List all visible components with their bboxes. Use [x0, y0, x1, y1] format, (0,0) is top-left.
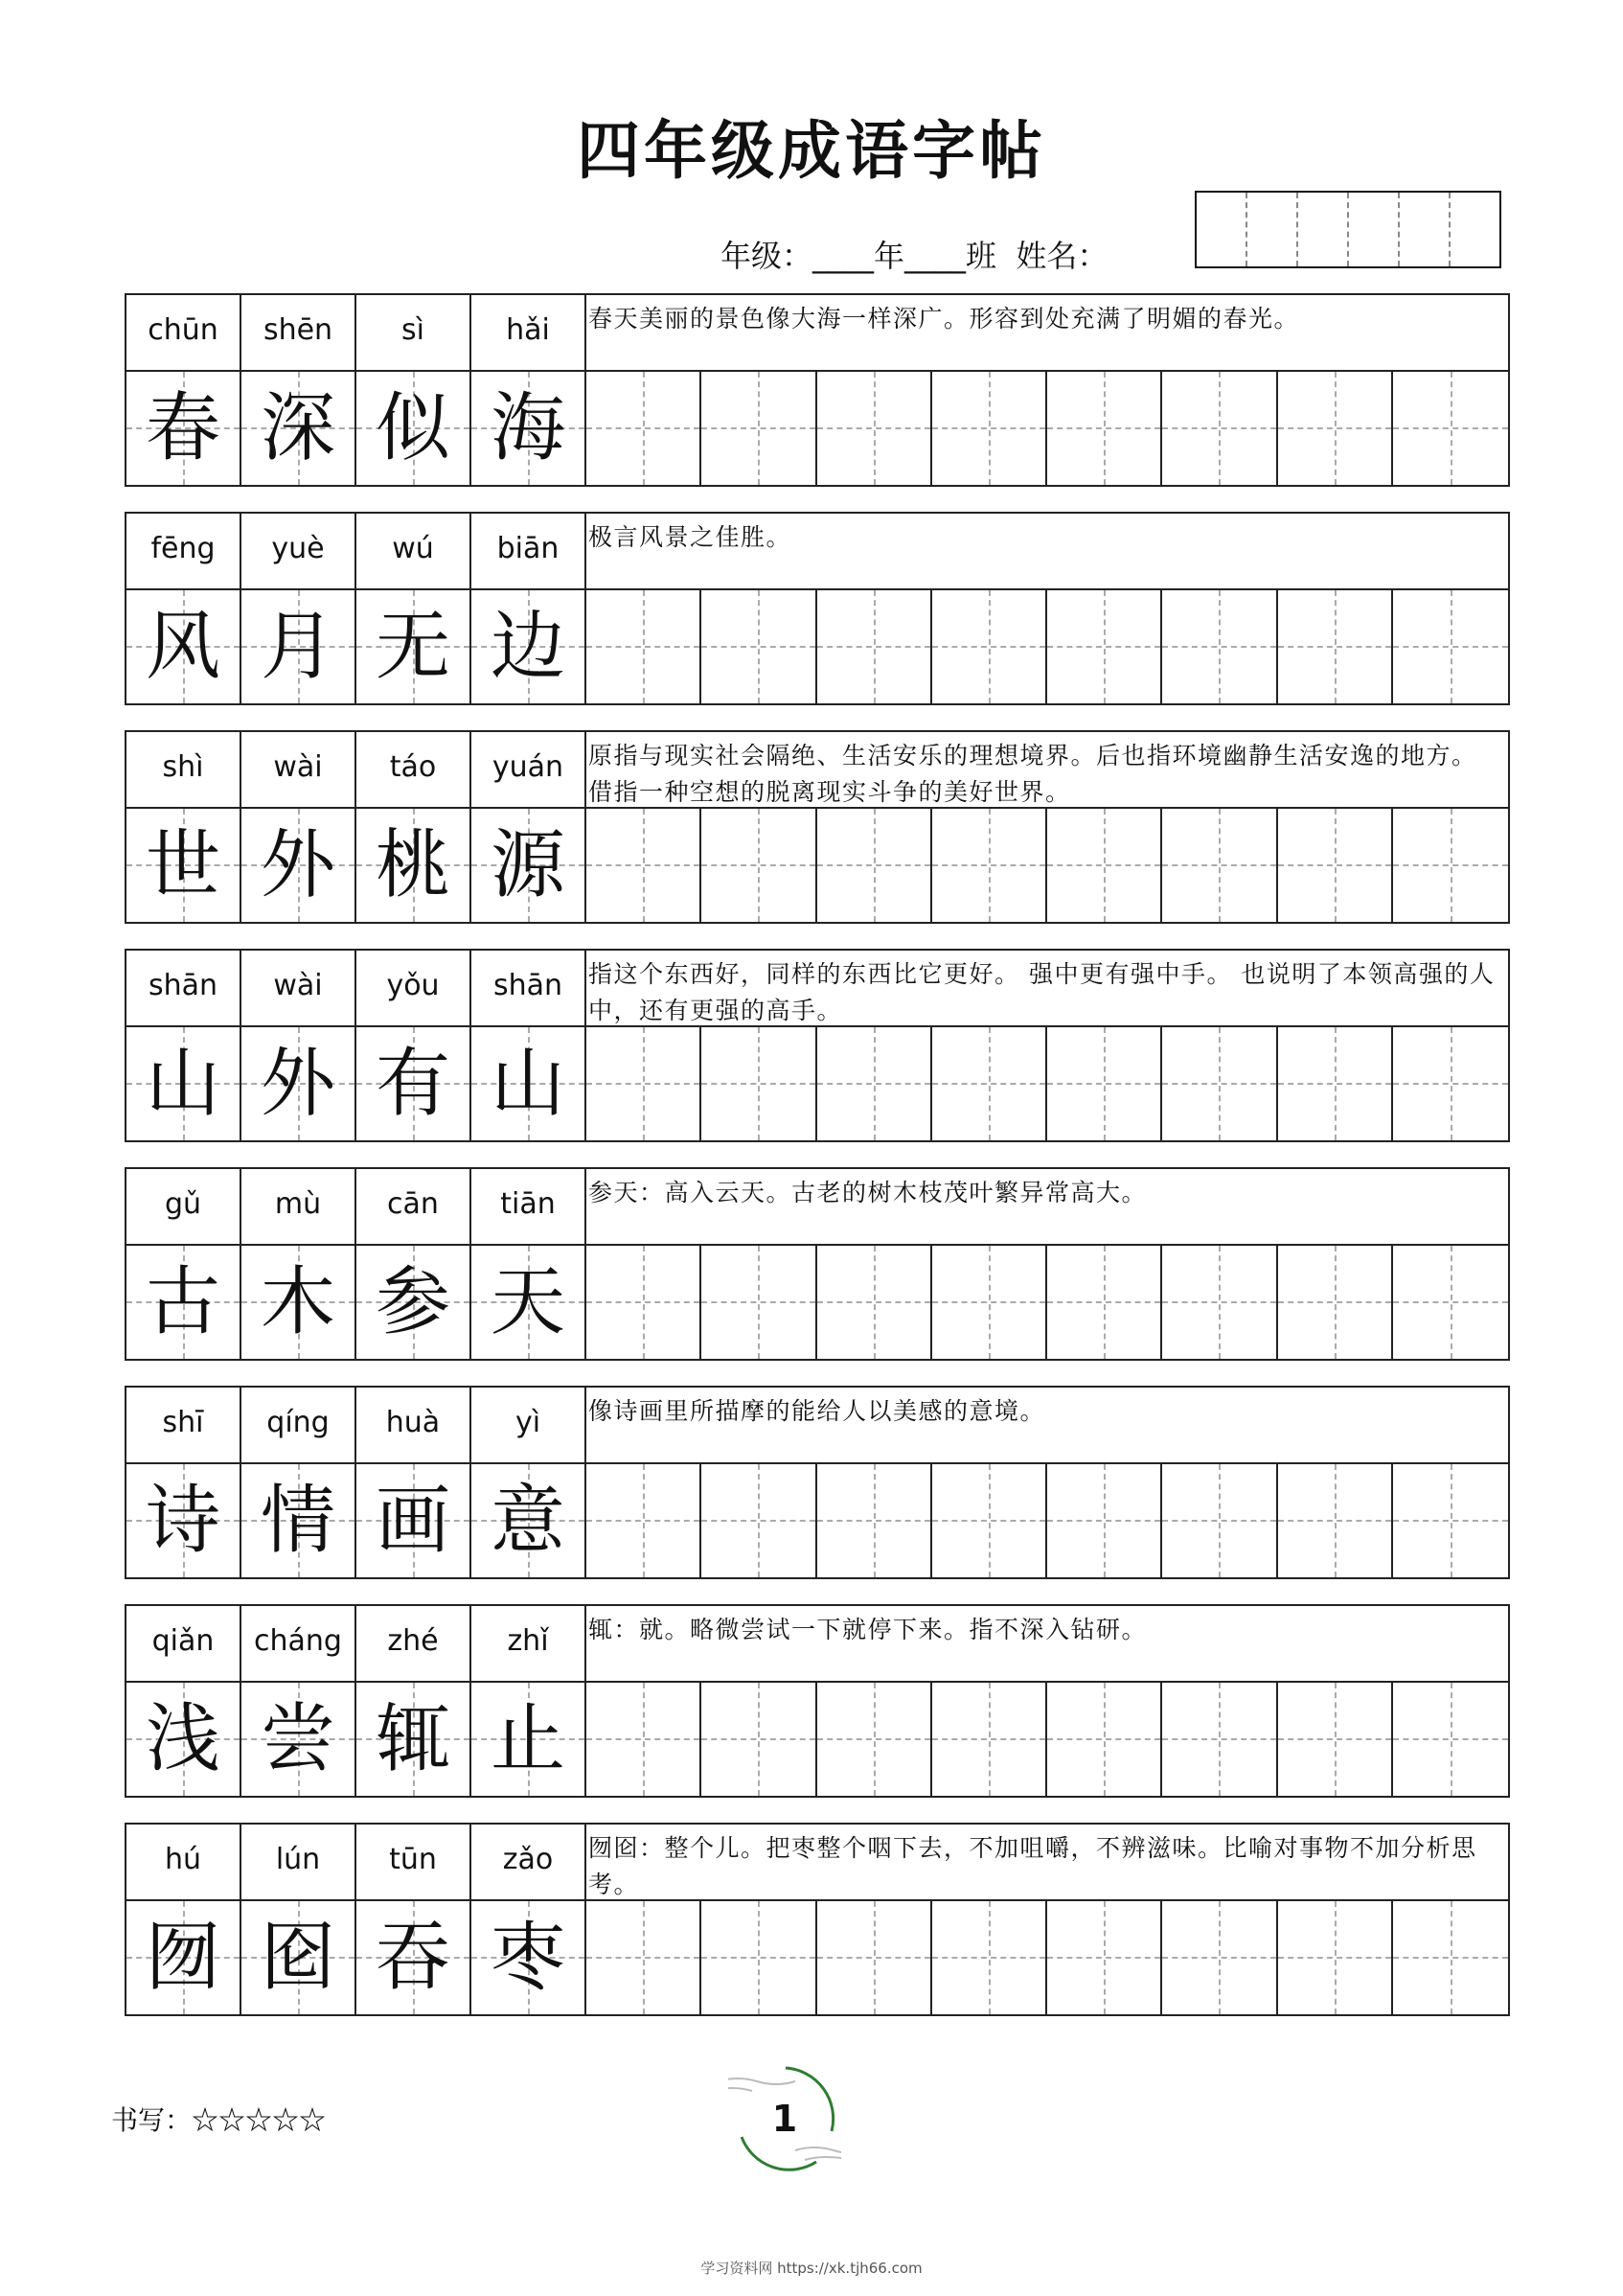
practice-grid-cell[interactable]: [1162, 1027, 1277, 1140]
idiom-meaning: 极言风景之佳胜。: [588, 523, 792, 551]
practice-grid-cell[interactable]: [701, 1464, 816, 1577]
practice-grid-cell[interactable]: [817, 1246, 932, 1359]
pinyin-row: [126, 1388, 1508, 1464]
idiom-meaning: 原指与现实社会隔绝、生活安乐的理想境界。后也指环境幽静生活安逸的地方。借指一种空想的脱离现实斗争的美好世界。: [588, 742, 1477, 806]
page-number: 1: [771, 2098, 798, 2140]
pinyin-cell: cháng: [241, 1606, 356, 1681]
model-character: [241, 372, 356, 485]
pinyin-row: [126, 1825, 1508, 1901]
model-character: [471, 372, 586, 485]
character-glyph: 似: [375, 385, 450, 471]
model-character: [241, 1246, 356, 1359]
practice-grid-cell[interactable]: [1162, 1901, 1277, 2014]
character-glyph: 春: [145, 385, 220, 471]
pinyin-row: [126, 1606, 1508, 1683]
idiom-block: [125, 1386, 1510, 1579]
character-glyph: 囵: [260, 1915, 335, 2001]
character-row: [126, 809, 1508, 922]
practice-grid-cell[interactable]: [1162, 1464, 1277, 1577]
model-character: [356, 1683, 471, 1796]
practice-grid-cell[interactable]: [586, 1901, 701, 2014]
model-character: [356, 1901, 471, 2014]
practice-grid-cell[interactable]: [817, 590, 932, 703]
practice-grid-cell[interactable]: [1393, 1683, 1508, 1796]
practice-grid-cell[interactable]: [1393, 1246, 1508, 1359]
pinyin-cell: qiǎn: [126, 1606, 241, 1681]
character-glyph: 枣: [490, 1915, 565, 2001]
practice-grid-cell[interactable]: [817, 372, 932, 485]
pinyin-cell: wú: [356, 514, 471, 588]
character-row: [126, 590, 1508, 703]
model-character: [126, 590, 241, 703]
practice-grid-cell[interactable]: [1047, 809, 1162, 922]
practice-grid-cell[interactable]: [1393, 1027, 1508, 1140]
character-glyph: 无: [375, 604, 450, 690]
practice-grid-cell[interactable]: [1162, 590, 1277, 703]
idiom-block: [125, 730, 1510, 924]
model-character: [471, 1901, 586, 2014]
character-glyph: 浅: [145, 1696, 220, 1782]
practice-grid-cell[interactable]: [586, 372, 701, 485]
character-glyph: 外: [260, 822, 335, 908]
model-character: [126, 809, 241, 922]
practice-grid-cell[interactable]: [586, 809, 701, 922]
pinyin-cell: tiān: [471, 1169, 586, 1244]
model-character: [471, 1464, 586, 1577]
model-character: [471, 809, 586, 922]
practice-grid-cell[interactable]: [817, 809, 932, 922]
practice-grid-cell[interactable]: [1047, 372, 1162, 485]
model-character: [126, 372, 241, 485]
character-glyph: 源: [490, 822, 565, 908]
practice-grid-cell[interactable]: [586, 1683, 701, 1796]
pinyin-cell: hǎi: [471, 295, 586, 370]
practice-grid-cell[interactable]: [1047, 1683, 1162, 1796]
pinyin-cell: qíng: [241, 1388, 356, 1462]
character-glyph: 止: [490, 1696, 565, 1782]
practice-grid-cell[interactable]: [701, 1683, 816, 1796]
practice-grid-cell[interactable]: [1047, 1246, 1162, 1359]
practice-grid-cell[interactable]: [701, 1901, 816, 2014]
practice-grid-cell[interactable]: [932, 1027, 1047, 1140]
pinyin-row: [126, 514, 1508, 590]
character-row: [126, 1683, 1508, 1796]
character-row: [126, 1027, 1508, 1140]
pinyin-cell: huà: [356, 1388, 471, 1462]
practice-grid-cell[interactable]: [817, 1027, 932, 1140]
practice-grid-cell[interactable]: [701, 1246, 816, 1359]
character-glyph: 囫: [145, 1915, 220, 2001]
pinyin-cell: wài: [241, 951, 356, 1025]
pinyin-row: [126, 951, 1508, 1027]
model-character: [126, 1246, 241, 1359]
practice-grid-cell[interactable]: [1278, 372, 1393, 485]
idiom-block: [125, 293, 1510, 487]
character-glyph: 海: [490, 385, 565, 471]
practice-grid-cell[interactable]: [1278, 1464, 1393, 1577]
pinyin-cell: lún: [241, 1825, 356, 1899]
character-glyph: 参: [375, 1259, 450, 1345]
model-character: [241, 809, 356, 922]
practice-grid-cell[interactable]: [1047, 1901, 1162, 2014]
pinyin-cell: sì: [356, 295, 471, 370]
practice-grid-cell[interactable]: [1393, 1464, 1508, 1577]
name-box[interactable]: [1197, 193, 1247, 266]
practice-grid-cell[interactable]: [932, 1683, 1047, 1796]
practice-grid-cell[interactable]: [1047, 1464, 1162, 1577]
pinyin-cell: yuán: [471, 732, 586, 807]
character-glyph: 木: [260, 1259, 335, 1345]
idiom-meaning: 囫囵：整个儿。把枣整个咽下去，不加咀嚼，不辨滋味。比喻对事物不加分析思考。: [588, 1834, 1477, 1898]
practice-grid-cell[interactable]: [1393, 1901, 1508, 2014]
model-character: [126, 1683, 241, 1796]
character-glyph: 桃: [375, 822, 450, 908]
model-character: [241, 1901, 356, 2014]
character-glyph: 画: [375, 1478, 450, 1564]
page-title: 四年级成语字帖: [577, 114, 1046, 188]
practice-grid-cell[interactable]: [932, 809, 1047, 922]
pinyin-cell: cān: [356, 1169, 471, 1244]
practice-grid-cell[interactable]: [1278, 1901, 1393, 2014]
idiom-block: [125, 512, 1510, 705]
model-character: [126, 1464, 241, 1577]
model-character: [356, 372, 471, 485]
practice-grid-cell[interactable]: [1393, 590, 1508, 703]
practice-grid-cell[interactable]: [932, 1246, 1047, 1359]
model-character: [126, 1901, 241, 2014]
idiom-meaning: 参天：高入云天。古老的树木枝茂叶繁异常高大。: [588, 1179, 1148, 1206]
pinyin-cell: yì: [471, 1388, 586, 1462]
character-glyph: 古: [145, 1259, 220, 1345]
pinyin-cell: tūn: [356, 1825, 471, 1899]
practice-grid-cell[interactable]: [586, 1027, 701, 1140]
practice-grid-cell[interactable]: [932, 590, 1047, 703]
model-character: [356, 1464, 471, 1577]
character-glyph: 情: [260, 1478, 335, 1564]
character-glyph: 有: [375, 1041, 450, 1127]
student-info-line: 年级：____年____班 姓名：: [720, 238, 1109, 274]
model-character: [356, 590, 471, 703]
pinyin-cell: mù: [241, 1169, 356, 1244]
pinyin-cell: wài: [241, 732, 356, 807]
page-number-badge: [728, 2062, 841, 2175]
practice-grid-cell[interactable]: [1278, 1683, 1393, 1796]
pinyin-cell: zhǐ: [471, 1606, 586, 1681]
pinyin-cell: zhé: [356, 1606, 471, 1681]
pinyin-cell: shēn: [241, 295, 356, 370]
idiom-block: [125, 1167, 1510, 1361]
character-glyph: 山: [490, 1041, 565, 1127]
practice-grid-cell[interactable]: [817, 1464, 932, 1577]
name-box[interactable]: [1247, 193, 1298, 266]
character-glyph: 辄: [375, 1696, 450, 1782]
practice-grid-cell[interactable]: [1393, 372, 1508, 485]
pinyin-row: [126, 295, 1508, 372]
practice-grid-cell[interactable]: [701, 372, 816, 485]
practice-grid-cell[interactable]: [1047, 1027, 1162, 1140]
practice-grid-cell[interactable]: [932, 1901, 1047, 2014]
practice-grid-cell[interactable]: [1162, 809, 1277, 922]
pinyin-row: [126, 732, 1508, 809]
practice-grid-cell[interactable]: [1393, 809, 1508, 922]
writing-rating: 书写：☆☆☆☆☆: [111, 2104, 327, 2136]
practice-grid-cell[interactable]: [586, 590, 701, 703]
pinyin-cell: zǎo: [471, 1825, 586, 1899]
practice-grid-cell[interactable]: [1278, 809, 1393, 922]
character-glyph: 吞: [375, 1915, 450, 2001]
idiom-block: [125, 949, 1510, 1142]
model-character: [241, 1683, 356, 1796]
model-character: [356, 809, 471, 922]
pinyin-cell: shān: [126, 951, 241, 1025]
character-glyph: 边: [490, 604, 565, 690]
idiom-meaning: 辄：就。略微尝试一下就停下来。指不深入钻研。: [588, 1616, 1148, 1643]
model-character: [471, 1246, 586, 1359]
model-character: [241, 590, 356, 703]
character-glyph: 世: [145, 822, 220, 908]
pinyin-cell: shì: [126, 732, 241, 807]
model-character: [241, 1464, 356, 1577]
name-box[interactable]: [1349, 193, 1400, 266]
practice-grid-cell[interactable]: [932, 372, 1047, 485]
character-row: [126, 372, 1508, 485]
character-row: [126, 1464, 1508, 1577]
character-glyph: 月: [260, 604, 335, 690]
pinyin-cell: chūn: [126, 295, 241, 370]
pinyin-row: [126, 1169, 1508, 1246]
idiom-meaning: 指这个东西好，同样的东西比它更好。 强中更有强中手。 也说明了本领高强的人中，还有更强的高手。: [588, 960, 1496, 1024]
character-glyph: 诗: [145, 1478, 220, 1564]
model-character: [356, 1246, 471, 1359]
practice-grid-cell[interactable]: [1047, 590, 1162, 703]
model-character: [126, 1027, 241, 1140]
pinyin-cell: fēng: [126, 514, 241, 588]
name-write-boxes[interactable]: [1195, 191, 1501, 268]
practice-grid-cell[interactable]: [817, 1683, 932, 1796]
name-box[interactable]: [1451, 193, 1499, 266]
model-character: [471, 1027, 586, 1140]
name-box[interactable]: [1400, 193, 1451, 266]
practice-grid-cell[interactable]: [586, 1246, 701, 1359]
practice-grid-cell[interactable]: [701, 1027, 816, 1140]
model-character: [471, 590, 586, 703]
idiom-block: [125, 1823, 1510, 2016]
model-character: [356, 1027, 471, 1140]
practice-grid-cell[interactable]: [701, 809, 816, 922]
pinyin-cell: yǒu: [356, 951, 471, 1025]
character-glyph: 尝: [260, 1696, 335, 1782]
idiom-meaning: 像诗画里所描摩的能给人以美感的意境。: [588, 1397, 1046, 1425]
watermark: 学习资料网 https://xk.tjh66.com: [700, 2260, 923, 2277]
practice-grid-cell[interactable]: [1162, 1246, 1277, 1359]
practice-grid-cell[interactable]: [1278, 1246, 1393, 1359]
character-glyph: 风: [145, 604, 220, 690]
practice-grid-cell[interactable]: [932, 1464, 1047, 1577]
idiom-meaning: 春天美丽的景色像大海一样深广。形容到处充满了明媚的春光。: [588, 305, 1300, 333]
character-row: [126, 1901, 1508, 2014]
pinyin-cell: shān: [471, 951, 586, 1025]
practice-grid-cell[interactable]: [817, 1901, 932, 2014]
idiom-block: [125, 1604, 1510, 1798]
character-glyph: 天: [490, 1259, 565, 1345]
character-glyph: 深: [260, 385, 335, 471]
practice-grid-cell[interactable]: [1278, 1027, 1393, 1140]
character-glyph: 外: [260, 1041, 335, 1127]
practice-grid-cell[interactable]: [1162, 372, 1277, 485]
model-character: [241, 1027, 356, 1140]
name-box[interactable]: [1298, 193, 1349, 266]
pinyin-cell: hú: [126, 1825, 241, 1899]
pinyin-cell: táo: [356, 732, 471, 807]
practice-grid-cell[interactable]: [586, 1464, 701, 1577]
pinyin-cell: yuè: [241, 514, 356, 588]
character-glyph: 意: [490, 1478, 565, 1564]
pinyin-cell: gǔ: [126, 1169, 241, 1244]
model-character: [471, 1683, 586, 1796]
practice-grid-cell[interactable]: [701, 590, 816, 703]
practice-grid-cell[interactable]: [1278, 590, 1393, 703]
character-glyph: 山: [145, 1041, 220, 1127]
pinyin-cell: shī: [126, 1388, 241, 1462]
character-row: [126, 1246, 1508, 1359]
pinyin-cell: biān: [471, 514, 586, 588]
practice-grid-cell[interactable]: [1162, 1683, 1277, 1796]
